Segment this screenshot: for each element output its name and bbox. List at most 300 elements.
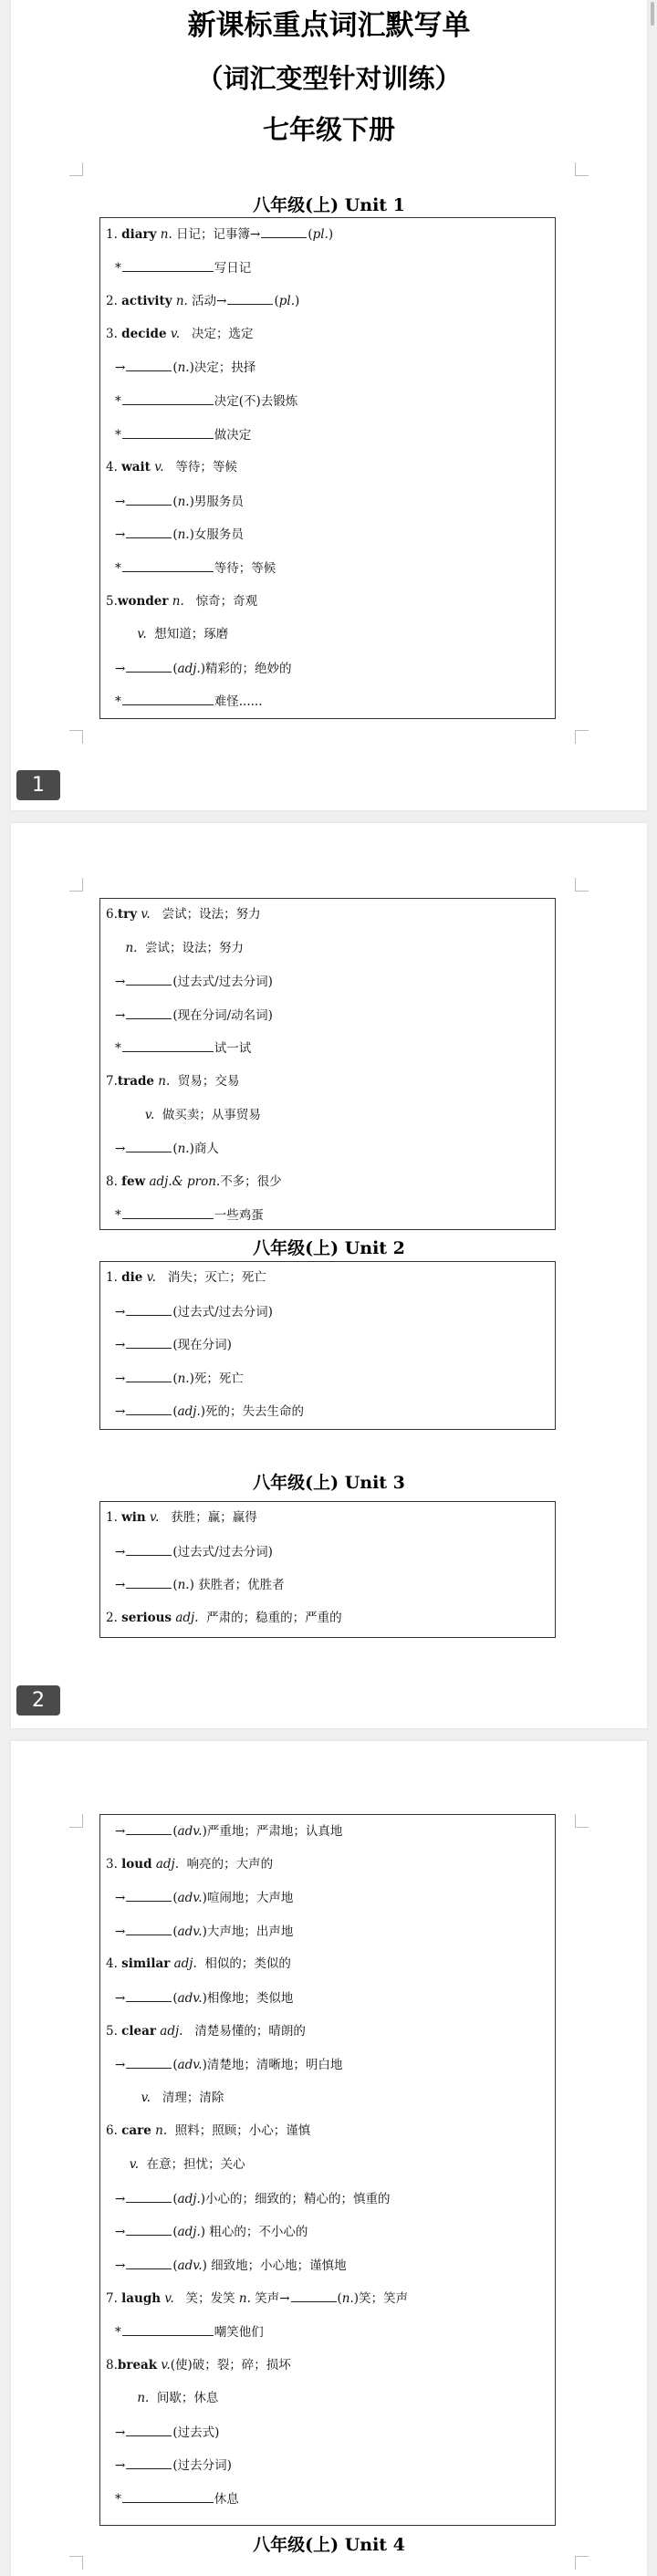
line-text: )决定；抉择 <box>189 360 256 376</box>
part-of-speech: adj. <box>151 1856 180 1872</box>
vocab-word: decide <box>121 326 167 341</box>
part-of-speech: adv. <box>177 1991 203 2006</box>
vocab-line <box>115 392 297 410</box>
page-number-badge[interactable]: 2 <box>16 1685 60 1716</box>
vocab-line <box>106 1073 239 1090</box>
part-of-speech: v. <box>161 2291 174 2307</box>
vocab-line <box>106 1107 261 1123</box>
vocab-line <box>115 660 292 677</box>
line-text: * <box>115 1041 121 1057</box>
answer-blank[interactable] <box>122 2490 214 2503</box>
line-text: ( <box>172 2258 178 2273</box>
part-of-speech: adj.& pron. <box>145 1173 221 1189</box>
line-text: 做决定 <box>214 427 252 443</box>
part-of-speech: adv. <box>177 1891 203 1906</box>
line-text: 做买卖；从事贸易 <box>154 1107 261 1122</box>
part-of-speech: n. <box>168 593 184 609</box>
vocab-line <box>106 326 254 342</box>
line-text: → <box>115 2058 126 2073</box>
line-text: → <box>115 2191 126 2206</box>
vocab-line <box>106 225 333 243</box>
answer-blank[interactable] <box>126 1303 172 1316</box>
line-text: → <box>115 975 126 990</box>
vocab-line <box>115 1889 293 1906</box>
line-text: → <box>115 1578 126 1593</box>
line-text: ( <box>172 1142 178 1157</box>
vocab-line <box>106 626 228 642</box>
part-of-speech: v. <box>129 2157 140 2172</box>
part-of-speech: v. <box>137 907 151 922</box>
line-text: (现在分词/动名词) <box>172 1007 273 1023</box>
line-text <box>106 627 137 641</box>
part-of-speech: n. <box>125 940 138 955</box>
answer-blank[interactable] <box>126 2056 172 2069</box>
line-text: * <box>115 1208 121 1224</box>
line-text: 3. <box>106 326 122 341</box>
crop-mark <box>69 1814 83 1828</box>
crop-mark <box>575 1814 589 1828</box>
line-text: ( <box>337 2291 342 2307</box>
line-text: 间歇；休息 <box>149 2391 219 2406</box>
line-text: )严重地；严肃地；认真地 <box>202 1824 343 1839</box>
part-of-speech: adj. <box>177 2191 201 2206</box>
vocab-line <box>115 2424 219 2441</box>
line-text: )小心的；细致的；精心的；慎重的 <box>200 2191 391 2206</box>
line-text: 相似的；类似的 <box>196 1956 291 1972</box>
vocab-line <box>115 2323 264 2341</box>
line-text: * <box>115 2492 121 2507</box>
line-text: → <box>115 2458 126 2474</box>
crop-mark <box>575 162 589 176</box>
vocab-line <box>115 1403 304 1420</box>
line-text: 尝试；设法；努力 <box>137 940 245 955</box>
line-text <box>106 2157 130 2172</box>
part-of-speech: v. <box>142 1270 156 1285</box>
section-heading: 八年级(上) Unit 1 <box>253 195 405 215</box>
crop-mark <box>575 878 589 892</box>
line-text: 2. <box>106 1610 122 1625</box>
vocab-line <box>115 1576 285 1593</box>
line-text: → <box>115 1371 126 1386</box>
vocab-line <box>106 940 244 956</box>
part-of-speech: v. <box>141 2090 151 2105</box>
crop-mark <box>575 2556 589 2570</box>
crop-mark <box>575 730 589 744</box>
vocab-line <box>106 1269 266 1286</box>
line-text: 活动→ <box>187 294 227 309</box>
line-text: (过去分词) <box>172 2458 232 2474</box>
line-text: (过去式/过去分词) <box>172 1544 273 1559</box>
line-text: * <box>115 2325 121 2340</box>
answer-blank[interactable] <box>126 1889 172 1902</box>
part-of-speech: adj. <box>177 2225 201 2240</box>
crop-mark <box>69 2556 83 2570</box>
line-text: 照料；照顾；小心；谨慎 <box>167 2123 311 2139</box>
section-heading: 八年级(上) Unit 2 <box>253 1238 405 1258</box>
scrollbar[interactable] <box>651 2 654 26</box>
line-text: 贸易；交易 <box>170 1074 240 1089</box>
doc-subtitle: （词汇变型针对训练） <box>196 63 462 94</box>
vocab-word: break <box>117 2357 158 2373</box>
document-page-2 <box>11 823 647 1728</box>
vocab-line <box>106 1173 282 1190</box>
line-text: )死；死亡 <box>189 1371 244 1386</box>
line-text: ) 细致地；小心地；谨慎地 <box>202 2258 347 2273</box>
line-text: ( <box>172 2191 178 2206</box>
line-text: → <box>115 527 126 543</box>
line-text: 在意；担忧；关心 <box>139 2157 245 2172</box>
vocab-box <box>99 1261 556 1430</box>
answer-blank[interactable] <box>122 1206 214 1219</box>
part-of-speech: adv. <box>177 1924 203 1939</box>
vocab-box <box>99 898 556 1230</box>
answer-blank[interactable] <box>122 426 214 439</box>
line-text: )精彩的；绝妙的 <box>200 661 292 676</box>
line-text: * <box>115 394 121 409</box>
line-text: 7. <box>106 1074 118 1089</box>
line-text: ( <box>172 1404 178 1420</box>
line-text: → <box>115 2258 126 2273</box>
vocab-word: clear <box>121 2023 156 2039</box>
answer-blank[interactable] <box>126 973 172 986</box>
part-of-speech: n. <box>177 360 190 376</box>
vocab-word: serious <box>121 1610 172 1625</box>
part-of-speech: n. <box>156 227 172 242</box>
section-heading: 八年级(上) Unit 3 <box>253 1473 405 1493</box>
line-text: ) 获胜者；优胜者 <box>189 1578 285 1593</box>
answer-blank[interactable] <box>126 1403 172 1415</box>
vocab-word: care <box>121 2123 151 2139</box>
line-text: ( <box>172 2225 178 2240</box>
part-of-speech: v. <box>144 1107 155 1122</box>
vocab-line <box>115 2456 232 2474</box>
line-text: → <box>115 1924 126 1939</box>
doc-title: 新课标重点词汇默写单 <box>187 9 471 42</box>
vocab-line <box>115 2490 239 2508</box>
line-text: 惊奇；奇观 <box>183 593 258 609</box>
vocab-line <box>115 359 256 376</box>
answer-blank[interactable] <box>126 1576 172 1589</box>
line-text: )死的；失去生命的 <box>200 1404 305 1420</box>
line-text: 1. <box>106 1270 122 1285</box>
line-text: 8. <box>106 1173 122 1189</box>
page-number-badge[interactable]: 1 <box>16 770 60 800</box>
answer-blank[interactable] <box>126 1989 172 2002</box>
line-text: → <box>115 1824 126 1839</box>
vocab-line <box>115 2257 347 2274</box>
line-text: 消失；灭亡；死亡 <box>155 1270 266 1285</box>
line-text: 日记；记事簿→ <box>172 227 261 242</box>
line-text: ( <box>308 227 313 242</box>
vocab-line <box>115 1140 219 1157</box>
part-of-speech: v. <box>150 460 164 475</box>
doc-grade: 七年级下册 <box>262 114 395 145</box>
line-text: (过去式/过去分词) <box>172 975 273 990</box>
line-text: ) <box>328 227 334 242</box>
line-text: (过去式) <box>172 2425 220 2440</box>
vocab-line <box>115 493 244 510</box>
vocab-line <box>115 2190 391 2207</box>
line-text: ( <box>172 494 178 509</box>
line-text: * <box>115 260 121 276</box>
line-text: 嘲笑他们 <box>214 2325 264 2340</box>
line-text: 决定；选定 <box>180 326 254 341</box>
answer-blank[interactable] <box>122 693 214 705</box>
line-text: 一些鸡蛋 <box>214 1208 264 1224</box>
line-text: 清楚易懂的；晴朗的 <box>182 2023 306 2039</box>
part-of-speech: n. <box>341 2291 354 2307</box>
part-of-speech: adj. <box>172 1610 199 1625</box>
line-text: ) 粗心的；不小心的 <box>200 2225 308 2240</box>
line-text <box>106 2091 141 2105</box>
vocab-line <box>115 1039 251 1057</box>
answer-blank[interactable] <box>122 559 214 572</box>
line-text: (现在分词) <box>172 1338 232 1353</box>
line-text: → <box>115 2225 126 2240</box>
vocab-word: activity <box>121 294 172 309</box>
vocab-line <box>115 1822 342 1840</box>
line-text: )商人 <box>189 1142 219 1157</box>
answer-blank[interactable] <box>126 1543 172 1556</box>
part-of-speech: adj. <box>170 1956 197 1972</box>
line-text: 不多；很少 <box>220 1173 282 1189</box>
part-of-speech: n. <box>177 1578 190 1593</box>
vocab-line <box>115 1370 244 1387</box>
vocab-line <box>115 259 251 276</box>
answer-blank[interactable] <box>126 2424 172 2436</box>
line-text: → <box>115 1991 126 2006</box>
vocab-word: try <box>117 907 138 922</box>
line-text <box>106 2391 137 2405</box>
vocab-line <box>115 426 251 443</box>
line-text: )相像地；类似地 <box>202 1991 294 2006</box>
vocab-line <box>106 1856 273 1872</box>
line-text: ( <box>172 1371 178 1386</box>
vocab-word: laugh <box>121 2291 162 2307</box>
part-of-speech: adj. <box>177 661 201 676</box>
line-text: * <box>115 694 121 710</box>
answer-blank[interactable] <box>126 1923 172 1935</box>
vocab-line <box>115 2223 308 2240</box>
vocab-line <box>106 2289 408 2307</box>
line-text: 响亮的；大声的 <box>179 1856 274 1872</box>
answer-blank[interactable] <box>122 1039 214 1052</box>
vocab-line <box>115 526 244 543</box>
line-text: 写日记 <box>214 260 252 276</box>
line-text: ( <box>172 1824 178 1839</box>
vocab-word: few <box>121 1173 146 1189</box>
vocab-line <box>115 693 263 710</box>
line-text: 4. <box>106 460 122 475</box>
line-text: 清理；清除 <box>150 2090 224 2105</box>
line-text: 5. <box>106 2023 122 2039</box>
vocab-line <box>115 2056 342 2073</box>
line-text: 3. <box>106 1856 122 1872</box>
vocab-word: trade <box>117 1074 155 1089</box>
line-text: → <box>115 661 126 676</box>
answer-blank[interactable] <box>126 660 172 673</box>
line-text: 笑声→ <box>250 2291 290 2307</box>
line-text: 等待；等候 <box>214 561 276 576</box>
line-text: (使)破；裂；碎；损坏 <box>170 2357 291 2373</box>
line-text: ( <box>274 294 279 309</box>
vocab-box <box>99 1501 556 1638</box>
vocab-line <box>106 2156 245 2173</box>
line-text: ( <box>172 661 178 676</box>
line-text: )男服务员 <box>189 494 244 509</box>
answer-blank[interactable] <box>291 2289 337 2302</box>
line-text <box>106 1108 145 1122</box>
answer-blank[interactable] <box>261 225 307 238</box>
line-text: ) <box>295 294 300 309</box>
part-of-speech: n. <box>154 1074 171 1089</box>
line-text: )喧闹地；大声地 <box>202 1891 294 1906</box>
line-text: )大声地；出声地 <box>202 1924 294 1939</box>
vocab-word: loud <box>121 1856 152 1872</box>
answer-blank[interactable] <box>122 392 214 405</box>
line-text: * <box>115 561 121 576</box>
part-of-speech: n. <box>177 1142 190 1157</box>
part-of-speech: n. <box>177 494 190 509</box>
vocab-line <box>106 1509 257 1526</box>
line-text: 2. <box>106 294 122 309</box>
line-text: 等待；等候 <box>163 460 237 475</box>
part-of-speech: v. <box>137 627 147 642</box>
vocab-line <box>106 2023 306 2039</box>
part-of-speech: n. <box>137 2391 150 2406</box>
answer-blank[interactable] <box>126 1140 172 1152</box>
answer-blank[interactable] <box>126 2456 172 2469</box>
vocab-line <box>115 1206 264 1224</box>
part-of-speech: adj. <box>155 2023 183 2039</box>
vocab-word: wait <box>121 460 151 475</box>
line-text: → <box>115 1544 126 1559</box>
line-text: 难怪...... <box>214 694 263 710</box>
part-of-speech: adv. <box>177 2058 203 2073</box>
line-text: ( <box>172 1924 178 1939</box>
line-text: → <box>115 1007 126 1023</box>
part-of-speech: pl. <box>278 294 295 309</box>
line-text: → <box>115 1338 126 1353</box>
answer-blank[interactable] <box>126 2190 172 2203</box>
part-of-speech: adj. <box>177 1404 201 1420</box>
vocab-line <box>106 2122 310 2139</box>
line-text: ( <box>172 2058 178 2073</box>
vocab-line <box>115 1006 273 1024</box>
crop-mark <box>69 878 83 892</box>
vocab-line <box>106 2090 224 2106</box>
line-text: ( <box>172 360 178 376</box>
line-text: 1. <box>106 1510 122 1525</box>
document-page-1 <box>11 0 647 810</box>
vocab-line <box>106 2390 218 2406</box>
line-text: 获胜；赢；赢得 <box>159 1510 257 1525</box>
vocab-word: diary <box>121 227 157 242</box>
vocab-word: die <box>121 1270 143 1285</box>
line-text: → <box>115 1142 126 1157</box>
line-text: * <box>115 427 121 443</box>
vocab-word: wonder <box>117 593 169 609</box>
answer-blank[interactable] <box>126 359 172 371</box>
line-text: 5. <box>106 593 118 609</box>
line-text: )女服务员 <box>189 527 244 543</box>
line-text: 7. <box>106 2291 122 2307</box>
crop-mark <box>69 162 83 176</box>
line-text: ( <box>172 1578 178 1593</box>
answer-blank[interactable] <box>227 292 273 305</box>
vocab-line <box>115 559 276 577</box>
answer-blank[interactable] <box>126 526 172 538</box>
vocab-line <box>115 1989 293 2007</box>
vocab-line <box>106 292 299 309</box>
answer-blank[interactable] <box>126 2257 172 2269</box>
answer-blank[interactable] <box>126 1822 172 1835</box>
line-text: ( <box>172 527 178 543</box>
line-text: 6. <box>106 907 118 922</box>
line-text: 8. <box>106 2357 118 2373</box>
line-text: 想知道；琢磨 <box>146 627 229 642</box>
line-text: 试一试 <box>214 1041 252 1057</box>
line-text: ( <box>172 1891 178 1906</box>
section-heading: 八年级(上) Unit 4 <box>253 2535 405 2555</box>
answer-blank[interactable] <box>126 493 172 506</box>
line-text: (过去式/过去分词) <box>172 1304 273 1319</box>
line-text: 严肃的；稳重的；严重的 <box>198 1610 342 1625</box>
vocab-line <box>106 2357 291 2373</box>
answer-blank[interactable] <box>122 2323 214 2336</box>
part-of-speech: adv. <box>177 1824 203 1839</box>
vocab-line <box>115 973 273 990</box>
line-text: 1. <box>106 227 122 242</box>
line-text: 尝试；设法；努力 <box>150 907 261 922</box>
answer-blank[interactable] <box>126 1006 172 1019</box>
vocab-line <box>115 1923 293 1940</box>
line-text: ( <box>172 1991 178 2006</box>
part-of-speech: n. <box>177 1371 190 1386</box>
line-text: 4. <box>106 1956 122 1972</box>
vocab-line <box>106 1955 291 1972</box>
line-text: 休息 <box>214 2492 239 2507</box>
line-text: )笑；笑声 <box>353 2291 409 2307</box>
vocab-line <box>115 1543 273 1560</box>
part-of-speech: n. <box>177 527 190 543</box>
vocab-line <box>115 1336 232 1353</box>
part-of-speech: n. <box>151 2123 168 2139</box>
line-text: 6. <box>106 2123 122 2139</box>
part-of-speech: v. <box>166 326 181 341</box>
line-text: 决定(不)去锻炼 <box>214 394 298 409</box>
vocab-line <box>106 593 257 610</box>
answer-blank[interactable] <box>126 1370 172 1382</box>
line-text <box>106 941 125 955</box>
vocab-word: similar <box>121 1956 171 1972</box>
part-of-speech: v. <box>145 1510 160 1525</box>
line-text: )清楚地；清晰地；明白地 <box>202 2058 343 2073</box>
answer-blank[interactable] <box>126 1336 172 1349</box>
vocab-line <box>106 906 261 923</box>
document-page-3 <box>11 1741 647 2576</box>
vocab-box <box>99 1814 556 2526</box>
part-of-speech: n. <box>172 294 188 309</box>
crop-mark <box>69 730 83 744</box>
part-of-speech: n. <box>238 2291 251 2307</box>
part-of-speech: v. <box>157 2357 171 2373</box>
line-text: → <box>115 1404 126 1420</box>
vocab-box <box>99 217 556 719</box>
answer-blank[interactable] <box>126 2223 172 2236</box>
vocab-line <box>115 1303 273 1320</box>
answer-blank[interactable] <box>122 259 214 272</box>
